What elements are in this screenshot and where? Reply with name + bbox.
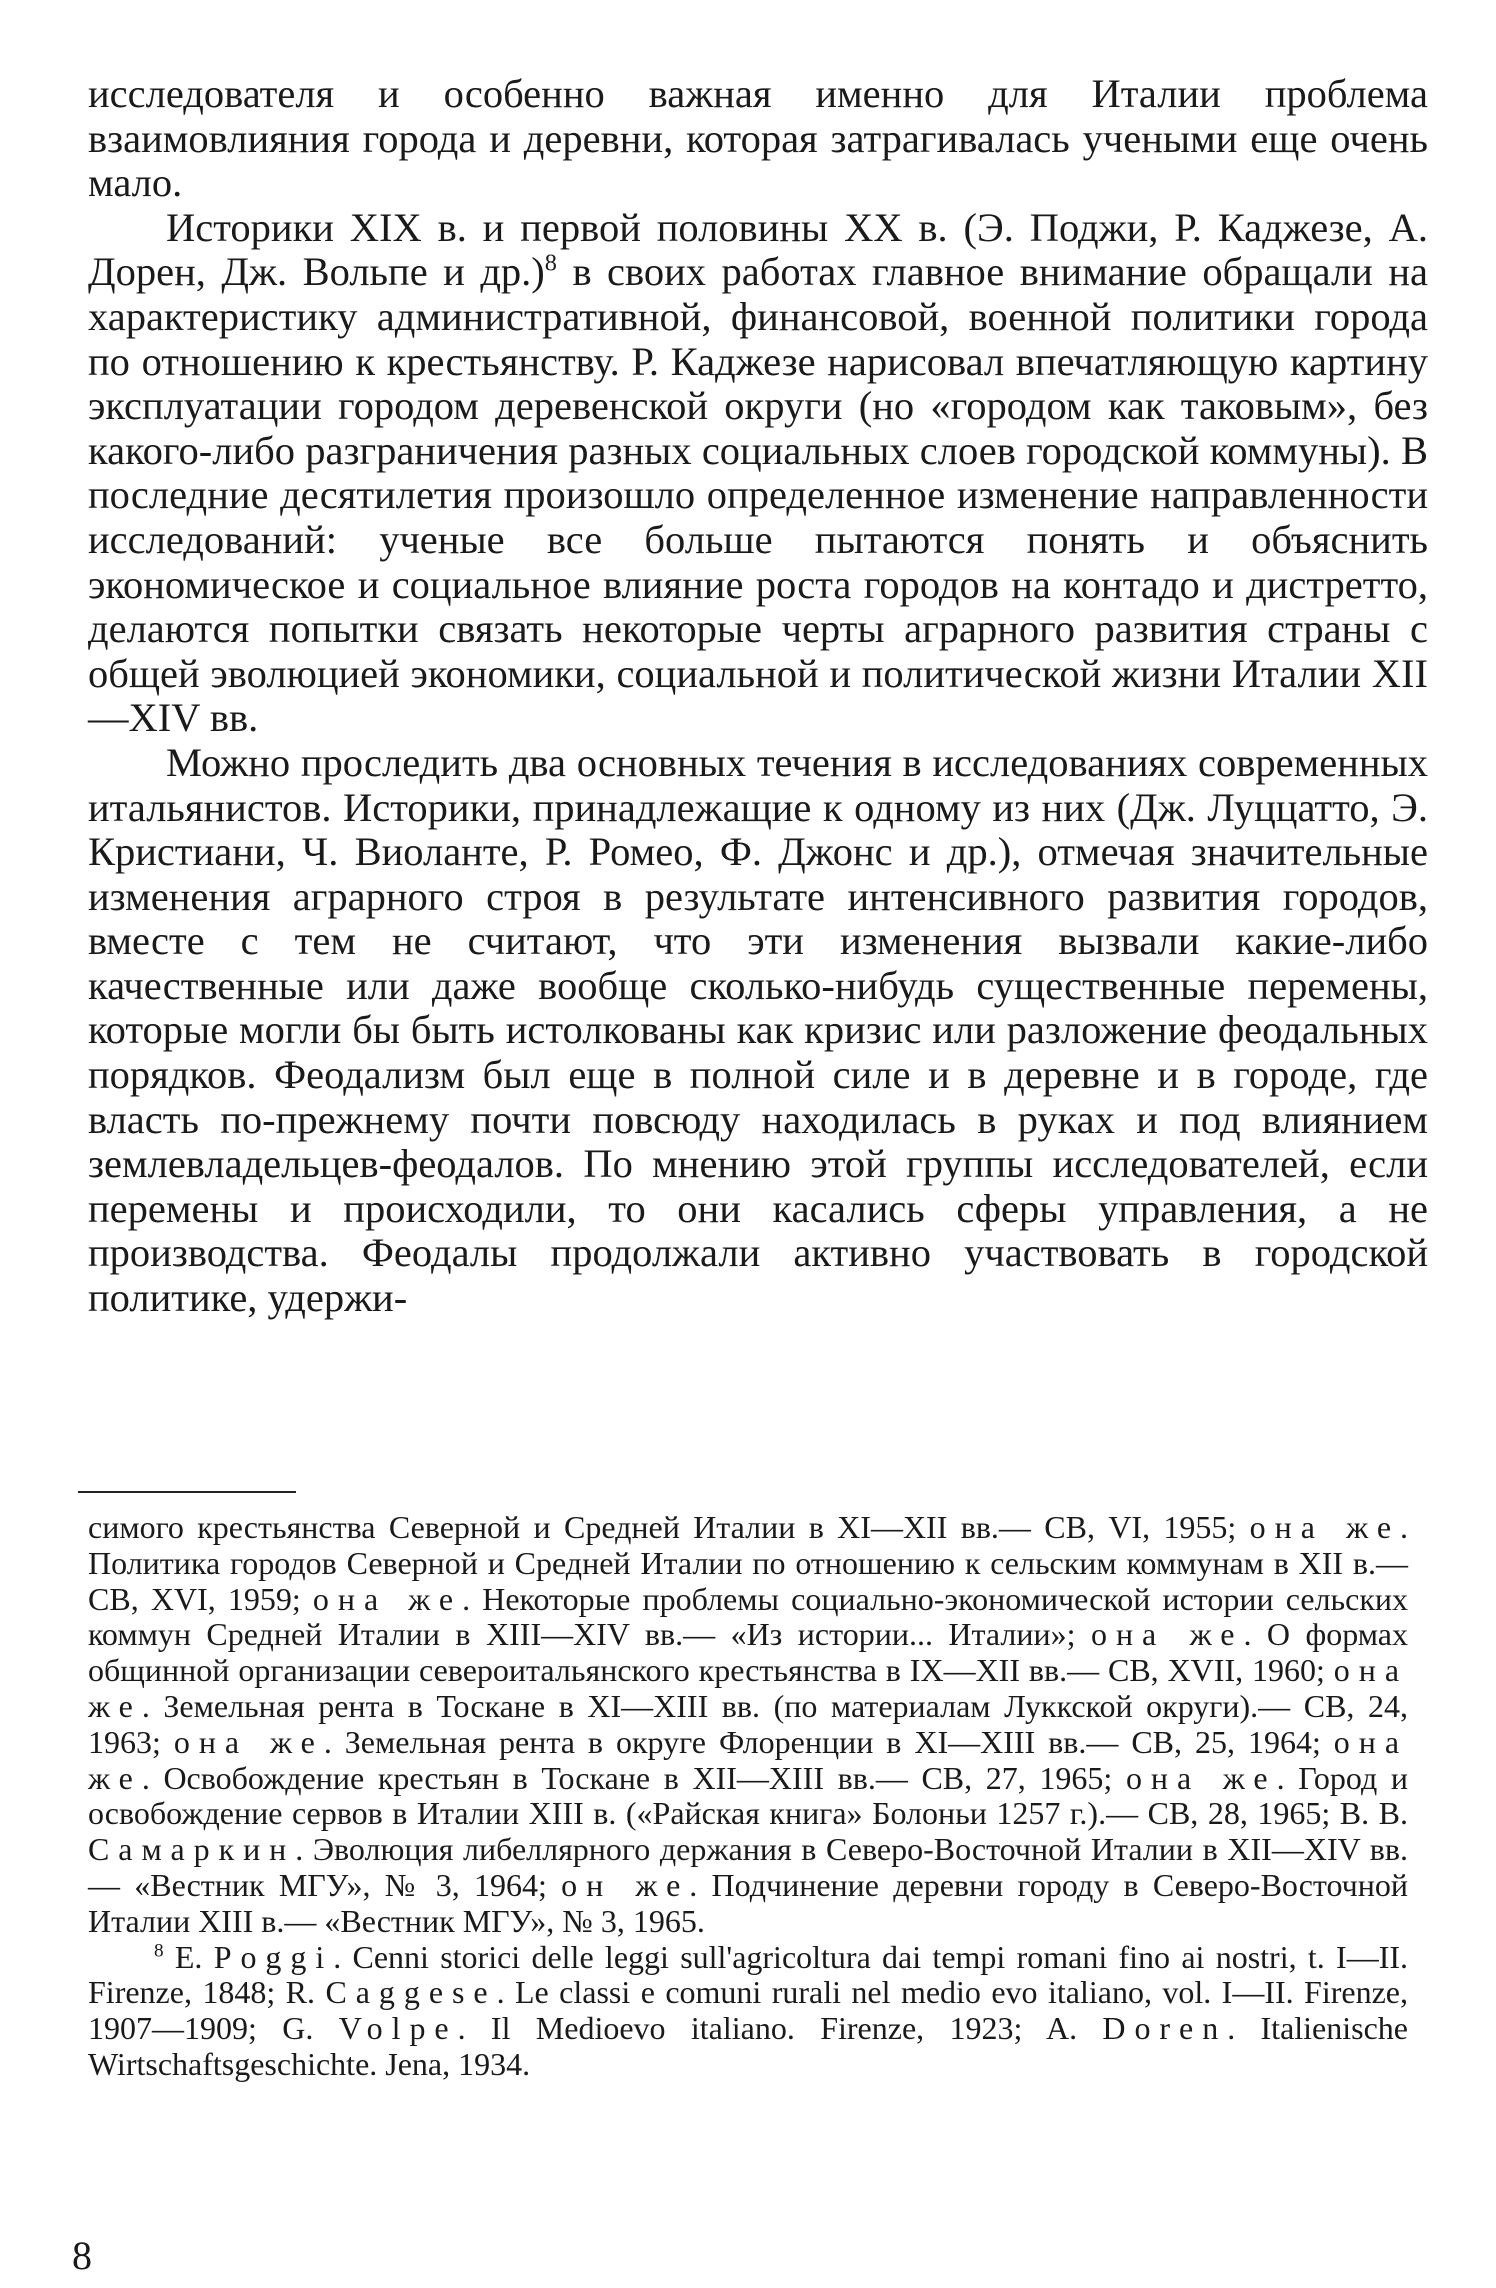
footnote-text: . Земельная рента в Тоскане в XI—XIII вв. (по материалам Луккской округи).— СВ, 24, 1963; [88,1687,1408,1760]
footnote-text: E. [163,1938,214,1975]
footnote-7-continuation [88,1510,1408,1940]
author-name: она же [1090,1616,1244,1653]
footnotes [88,1510,1408,2083]
main-text [88,72,1428,1321]
footnote-text: . Земельная рента в округе Флоренции в XI—XIII вв.— СВ, 25, 1964; [323,1723,1334,1760]
footnote-text: . Город и освобождение сервов в Италии XIII в. («Райская книга» Болоньи 1257 г.).— СВ, 28, 1965; В. В. [88,1759,1409,1832]
footnote-text: . О формах общинной организации североитальянского крестьянства в IX—XII вв.— СВ, XVII, 1960; [88,1616,1409,1689]
footnote-text: . Некоторые проблемы социально-экономической истории сельских коммун Средней Италии в XIII—XIV вв.— «Из истории... Италии»; [88,1580,1408,1653]
footnote-text: . Italienische Wirtschaftsgeschichte. Jena, 1934. [88,2010,1409,2082]
footnote-text: . Подчинение деревни городу в Северо-Восточной Италии XIII в.— «Вестник МГУ», № 3, 1965. [88,1866,1409,1939]
author-name: она же [1125,1759,1277,1796]
footnote-text: . Эволюция либеллярного держания в Северо-Восточной Италии в XII—XIV вв.— «Вестник МГУ», № 3, 1964; [88,1831,1408,1903]
page-number: 8 [72,2233,92,2278]
paragraph-2 [88,206,1428,741]
author-name: Poggi [213,1938,334,1975]
footnote-text: . Политика городов Северной и Средней Италии по отношению к сельским коммунам в XII в.— СВ, XVI, 1959; [88,1509,1408,1617]
footnote-8-mark: 8 [154,1939,164,1961]
author-name: Volpe [338,2010,458,2047]
footnote-text: . Освобождение крестьян в Тоскане в XII—XIII вв.— СВ, 27, 1965; [141,1759,1126,1796]
author-name: он же [561,1866,690,1903]
footnote-8 [88,1940,1408,2083]
paragraph-3: Можно проследить два основных течения в исследованиях современных итальянистов. Историки, принадлежащие к одному из них (Дж. Луццатто, Э. Кристиани, Ч. Виоланте, Р. Ромео, Ф. Джонс и др.), отмечая значительные изменения аграрного строя в результате интенсивного развития городов, вместе с тем не считают, что эти изменения вызвали какие-либо качественные или даже вообще сколько-нибудь существенные перемены, которые могли бы быть истолкованы как кризис или разложение феодальных порядков. Феодализм был еще в полной силе и в деревне и в городе, где власть по-прежнему почти повсюду находилась в руках и под влиянием землевладельцев-феодалов. По мнению этой группы исследователей, если перемены и происходили, то они касались сферы управления, а не производства. Феодалы продолжали активно участвовать в городской политике, удержи- [88,739,1428,1321]
footnote-text: . Il Medioevo italiano. Firenze, 1923; A. [457,2010,1103,2047]
author-name: она же [173,1723,324,1760]
author-name: она же [1249,1509,1400,1545]
footnote-text: . Le classi e comuni rurali nel medio evo italiano, vol. I—II. Firenze, 1907—1909; G. [88,1974,1409,2047]
author-name: она же [88,1723,1409,1796]
paragraph-2-start: Историки XIX в. и первой половины XX в. (Э. Поджи, Р. Каджезе, А. Дорен, Дж. Вольпе и др.) [88,204,1428,295]
footnote-reference-8: 8 [544,249,557,277]
paragraph-2-rest: в своих работах главное внимание обращали на характеристику административной, финансовой, военной политики города по отношению к крестьянству. Р. Каджезе нарисовал впечатляющую картину эксплуатации городом деревенской округи (но «городом как таковым», без какого-либо разграничения разных социальных слоев городской коммуны). В последние десятилетия произошло определенное изменение направленности исследований: ученые все больше пытаются понять и объяснить экономическое и социальное влияние роста городов на контадо и дистретто, делаются попытки связать некоторые черты аграрного развития страны с общей эволюцией экономики, социальной и политической жизни Италии XII—XIV вв. [88,249,1428,741]
footnote-text: симого крестьянства Северной и Средней Италии в XI—XII вв.— СВ, VI, 1955; [88,1509,1250,1545]
author-name: она же [312,1580,463,1617]
footnote-separator [78,1491,296,1493]
author-name: Doren [1102,2010,1228,2047]
author-name: Самаркин [88,1831,296,1868]
author-name: она же [88,1652,1408,1724]
paragraph-1: исследователя и особенно важная именно для Италии проблема взаимовлияния города и деревни, которая затрагивалась учеными еще очень мало. [88,71,1428,206]
author-name: Caggese [325,1974,497,2011]
footnote-text: . Cenni storici delle leggi sull'agricoltura dai tempi romani fino ai nostri, t. I—II. Firenze, 1848; R. [88,1938,1409,2011]
